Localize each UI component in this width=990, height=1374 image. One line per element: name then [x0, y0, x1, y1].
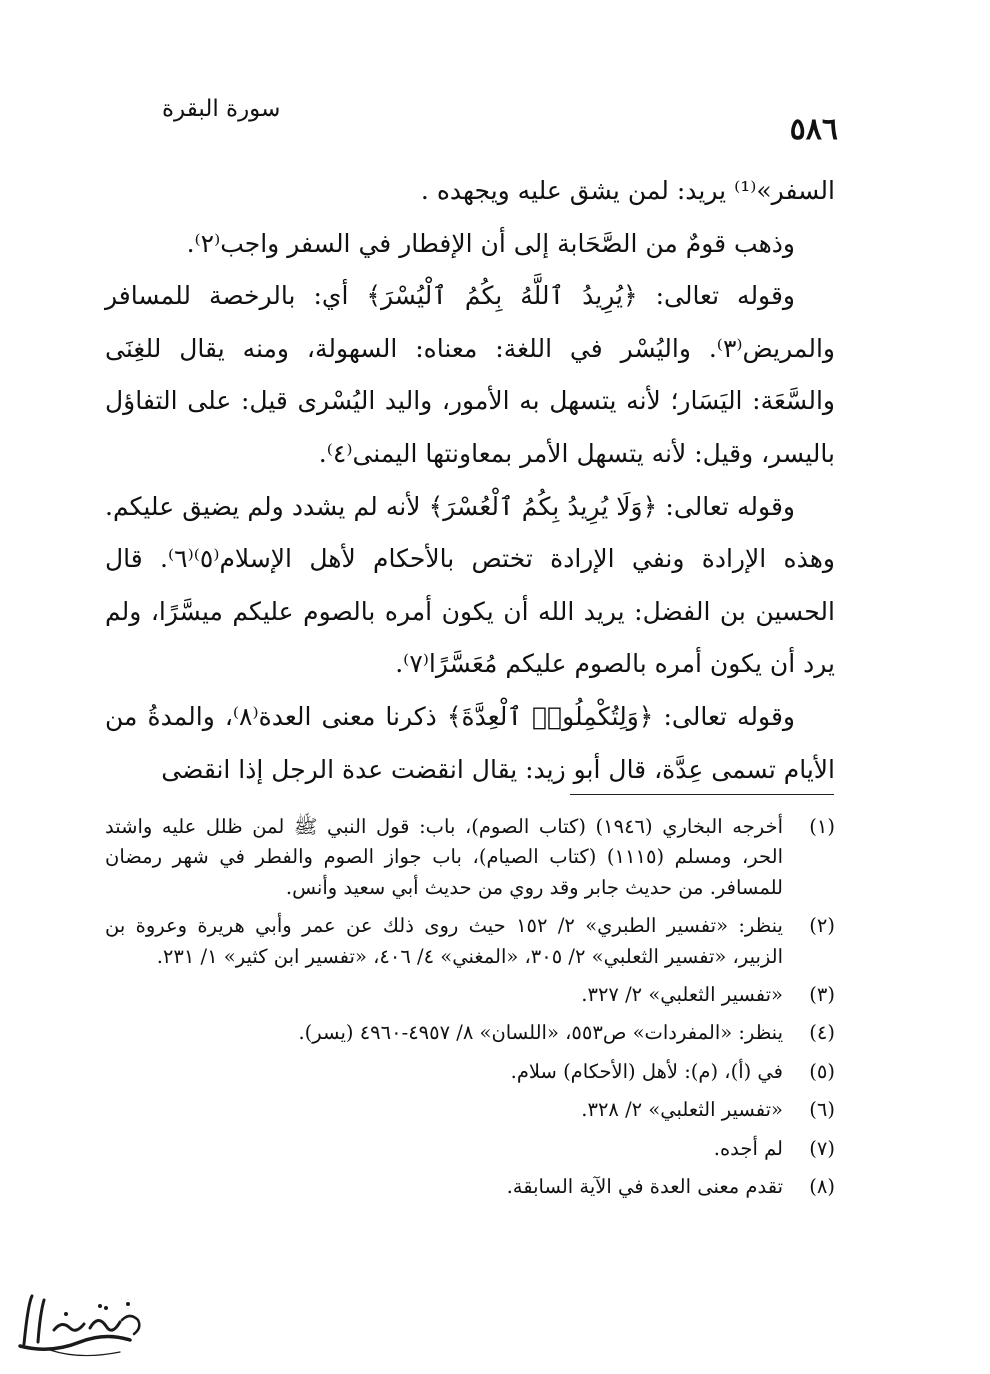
footnote — [105, 1018, 835, 1048]
footnote-text: لم أجده. — [713, 1136, 783, 1160]
footnote-text: أخرجه البخاري (١٩٤٦) (كتاب الصوم)، باب: قول النبي ﷺ لمن ظلل عليه واشتد الحر، ومسلم (١١١٥) (كتاب الصيام)، باب جواز الصوم والفطر في شهر رمضان للمسافر. من حديث جابر وقد روي من حديث أبي سعيد وأنس. — [105, 815, 783, 899]
footnote-text: ينظر: «المفردات» ص٥٥٣، «اللسان» ٨/ ٤٩٥٧-٤٩٦٠ (يسر). — [298, 1021, 783, 1045]
surah-title: سورة البقرة — [162, 96, 281, 122]
footnotes — [105, 812, 835, 1210]
footnote — [105, 1095, 835, 1125]
footnote-separator — [570, 794, 834, 795]
footnote — [105, 980, 835, 1010]
paragraph: وقوله تعالى: ﴿وَلِتُكْمِلُوا۟ ٱلْعِدَّةَ﴾ ذكرنا معنى العدة⁽٨⁾، والمدةُ من الأيام تسمى عِدَّة، قال أبو زيد: يقال انقضت عدة الرجل إذا انقضى — [105, 701, 835, 784]
paragraph: السفر»⁽¹⁾ يريد: لمن يشق عليه ويجهده . — [420, 176, 835, 205]
footnote-number: (٤) — [809, 1021, 835, 1045]
paragraph: وذهب قومٌ من الصَّحَابة إلى أن الإفطار في السفر واجب⁽٢⁾. — [186, 228, 795, 258]
footnote — [105, 911, 835, 972]
footnote-text: «تفسير الثعلبي» ٢/ ٣٢٨. — [581, 1098, 783, 1122]
calligraphy-logo — [10, 1284, 150, 1364]
footnote-number: (٧) — [809, 1136, 835, 1160]
page-number: ٥٨٦ — [789, 112, 838, 147]
footnote-number: (٢) — [809, 914, 835, 938]
footnote-number: (٣) — [809, 983, 835, 1007]
footnote — [105, 812, 835, 903]
footnote-number: (١) — [809, 815, 835, 838]
footnote — [105, 1057, 835, 1087]
footnote-number: (٥) — [809, 1059, 835, 1083]
footnote — [105, 1134, 835, 1164]
paragraph: وقوله تعالى: ﴿يُرِيدُ ٱللَّهُ بِكُمُ ٱلْيُسْرَ﴾ أي: بالرخصة للمسافر والمريض⁽٣⁾. واليُسْر في اللغة: معناه: السهولة، ومنه يقال للغِنَى والسَّعَة: اليَسَار؛ لأنه يتسهل به الأمور، واليد اليُسْرى قيل: على التفاؤل باليسر، وقيل: لأنه يتسهل الأمر بمعاونتها اليمنى⁽٤⁾. — [105, 281, 835, 468]
footnote-text: «تفسير الثعلبي» ٢/ ٣٢٧. — [581, 983, 783, 1007]
footnote-number: (٦) — [809, 1098, 835, 1122]
footnote-text: تقدم معنى العدة في الآية السابقة. — [506, 1175, 783, 1199]
main-text — [105, 165, 835, 796]
footnote-text: في (أ)، (م): لأهل (الأحكام) سلام. — [510, 1059, 783, 1083]
paragraph: وقوله تعالى: ﴿وَلَا يُرِيدُ بِكُمُ ٱلْعُسْرَ﴾ لأنه لم يشدد ولم يضيق عليكم. وهذه الإرادة ونفي الإرادة تختص بالأحكام لأهل الإسلام⁽٥⁾⁽٦⁾. قال الحسين بن الفضل: يريد الله أن يكون أمره بالصوم عليكم ميسَّرًا، ولم يرد أن يكون أمره بالصوم عليكم مُعَسَّرًا⁽٧⁾. — [105, 491, 836, 679]
footnote — [105, 1172, 835, 1202]
footnote-number: (٨) — [809, 1175, 835, 1199]
footnote-text: ينظر: «تفسير الطبري» ٢/ ١٥٢ حيث روى ذلك عن عمر وأبي هريرة وعروة بن الزبير، «تفسير الثعلبي» ٢/ ٣٠٥، «المغني» ٤/ ٤٠٦، «تفسير ابن كثير» ١/ ٢٣١. — [105, 914, 783, 968]
